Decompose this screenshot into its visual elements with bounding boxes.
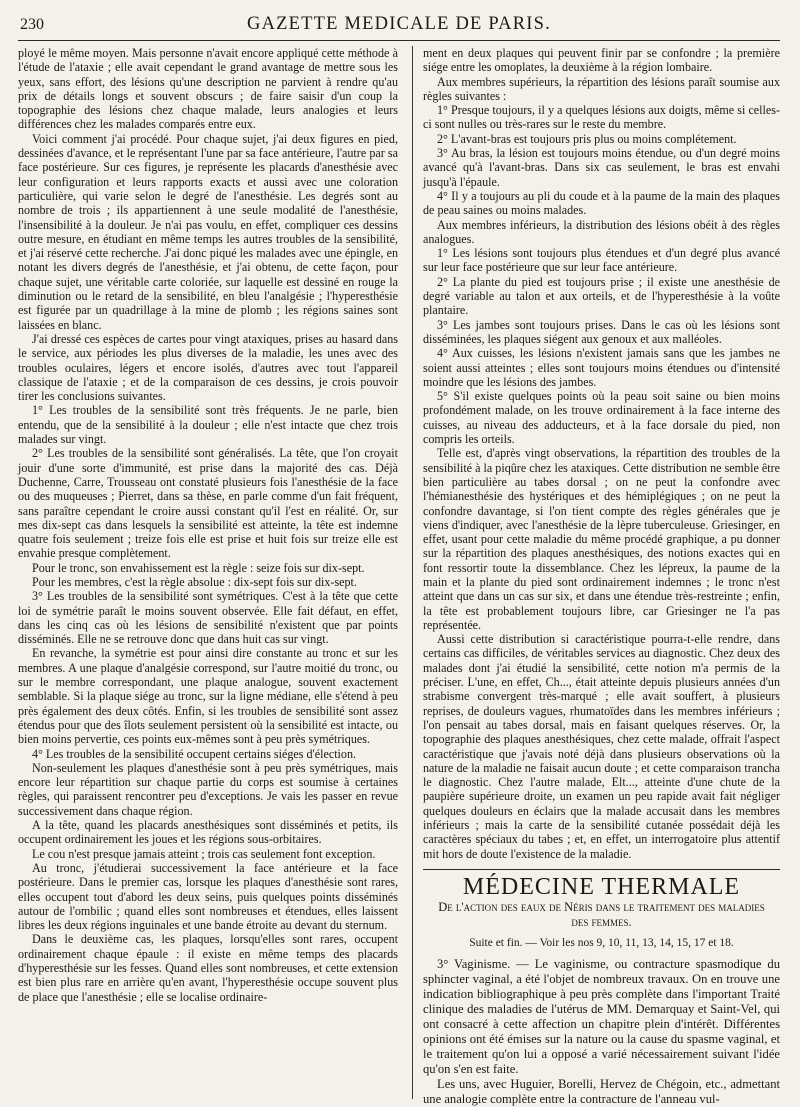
right-column: [419, 46, 780, 1106]
paragraph: 2° L'avant-bras est toujours pris plus ou moins complétement.: [437, 131, 737, 146]
left-column: [18, 46, 406, 1099]
journal-title: GAZETTE MEDICALE DE PARIS.: [247, 14, 551, 34]
section-body: [423, 957, 780, 1107]
paragraph: 4° Les troubles de la sensibilité occupent certains siéges d'élection.: [32, 746, 357, 761]
paragraph: 1° Les lésions sont toujours plus étendues et d'un degré plus avancé sur leur face postérieure que sur leur face antérieure.: [423, 246, 780, 275]
page-header: [18, 14, 780, 41]
article-columns: [18, 46, 780, 1106]
paragraph: 1° Presque toujours, il y a quelques lésions aux doigts, même si celles-ci sont nulles ou très-rares sur le reste du membre.: [423, 103, 780, 132]
paragraph: Voici comment j'ai procédé. Pour chaque sujet, j'ai deux figures en pied, dessinées d'avance, et le représentant l'une par sa face antérieure, l'autre par sa face postérieure. Sur ces figures, je représente les placards d'anesthésie avec leur configuration et leurs rapports exacts et aussi avec une coloration particulière, qui varie selon le degré de l'anesthésie. Les degrés sont au nombre de trois ; ils appartiennent à une seule modalité de l'anesthésie, l'insensibilité à la douleur. Je n'ai pas voulu, en effet, compliquer ces dessins outre mesure, en étudiant en même temps les autres troubles de la sensibilité, et j'ai réservé cette recherche. J'ai donc piqué les malades avec une épingle, en notant les divers degrés de l'anesthésie, et j'ai obtenu, de cette façon, pour chaque sujet, une véritable carte coloriée, sur laquelle est dessiné en rouge la diminution ou le retard de la sensibilité, en bleu l'analgésie ; l'hyperesthésie est figurée par un quadrillage à la mine de plomb ; les régions saines sont laissées en blanc.: [18, 131, 398, 332]
paragraph: 4° Aux cuisses, les lésions n'existent jamais sans que les jambes ne soient aussi atteintes ; elles sont toujours moins étendues ou d'intensité moindre que les lésions des jambes.: [423, 346, 780, 389]
paragraph: Telle est, d'après vingt observations, la répartition des troubles de la sensibilité à la piqûre chez les ataxiques. Cette distribution ne semble être bien particulière au tabes dorsal ; on ne peut la confondre avec l'hémianesthésie des hystériques et des hémiplégiques ; on ne peut la confondre davantage, si l'on tient compte des règles générales que je viens d'indiquer, avec l'anesthésie de la lèpre tuberculeuse. Griesinger, en effet, usant pour cette maladie du même procédé graphique, a pu donner sur la répartition des plaques anesthésiques, des notions exactes qui en font ressortir toute la dissemblance. Chez les lépreux, la paume de la main et la plante du pied sont ordinairement indemnes ; le tronc n'est atteint que dans un cas sur six, et dans une étendue très-restreinte ; enfin, la tête est probablement toujours libre, car Griesinger ne l'a pas représentée.: [423, 446, 780, 632]
paragraph: 3° Au bras, la lésion est toujours moins étendue, ou d'un degré moins avancé qu'à l'avant-bras. Dans six cas seulement, le bras est envahi jusqu'à l'épaule.: [423, 146, 780, 189]
paragraph: 2° La plante du pied est toujours prise ; il existe une anesthésie de degré variable au talon et aux orteils, et de l'hyperesthésie à la voûte plantaire.: [423, 274, 780, 318]
paragraph: En revanche, la symétrie est pour ainsi dire constante au tronc et sur les membres. A une plaque d'analgésie correspond, sur l'autre moitié du tronc, ou sur le membre correspondant, une plaque analogue, souvent exactement semblable. Si la plaque siége au tronc, sur la ligne médiane, elle s'étend à peu près également des deux côtés. Enfin, si les troubles de sensibilité sont assez étendus pour que des îlots seulement persistent où la sensibilité est intacte, ou bien moins pervertie, ces points eux-mêmes sont à peu près symétriques.: [18, 646, 398, 747]
paragraph: Les uns, avec Huguier, Borelli, Hervez de Chégoin, etc., admettant une analogie complète entre la contracture de l'anneau vul-: [423, 1076, 780, 1106]
paragraph: ployé le même moyen. Mais personne n'avait encore appliqué cette méthode à l'étude de l'ataxie ; elle avait cependant le grand avantage de mettre sous les yeux, sans effort, des lésions qu'une description ne parvient à rendre qu'au prix de détails longs et souvent obscurs ; de faire saisir d'un coup la topographie des lésions chez chaque malade, leurs analogies et leurs différences chez les malades comparés entre eux.: [18, 46, 398, 132]
paragraph: Au tronc, j'étudierai successivement la face antérieure et la face postérieure. Dans le premier cas, lorsque les plaques d'anesthésie sont rares, elles occupent tout d'abord les deux seins, puis quelques points disséminés autour de l'ombilic ; quand elles sont nombreuses et étendues, elles laissent libres les deux régions inguinales et une bande étroite au devant du sternum.: [18, 860, 398, 933]
paragraph: Pour les membres, c'est la règle absolue : dix-sept fois sur dix-sept.: [32, 574, 357, 589]
page-number: 230: [20, 16, 44, 33]
paragraph: Dans le deuxième cas, les plaques, lorsqu'elles sont rares, occupent ordinairement chaque épaule : il existe en même temps des placards d'hyperesthésie sur les fesses. Quand elles sont nombreuses, et cette extension est bien plus rare en arrière qu'en avant, l'hyperesthésie occupe souvent plus de place que l'anesthésie ; elle se localise ordinaire-: [18, 932, 398, 1004]
paragraph: 3° Les troubles de la sensibilité sont symétriques. C'est à la tête que cette loi de symétrie paraît le moins souvent observée. Elle fait défaut, en effet, dans les cinq cas où les lésions de sensibilité n'existent que par points disséminés. Elle ne se retrouve donc que dans huit cas sur vingt.: [18, 589, 398, 647]
paragraph: 1° Les troubles de la sensibilité sont très fréquents. Je ne parle, bien entendu, que de la sensibilité à la douleur ; elle n'est intacte que chez trois malades sur vingt.: [18, 403, 398, 447]
paragraph: 5° S'il existe quelques points où la peau soit saine ou bien moins profondément malade, on les trouve ordinairement à la face interne des cuisses, au niveau des adducteurs, et à la face dorsale du pied, non compris les orteils.: [423, 389, 780, 447]
paragraph: A la tête, quand les placards anesthésiques sont disséminés et petits, ils occupent ordinairement les joues et les régions sous-orbitaires.: [18, 818, 398, 847]
paragraph: 4° Il y a toujours au pli du coude et à la paume de la main des plaques de peau saines ou moins malades.: [423, 188, 780, 218]
column-divider: [412, 46, 413, 1099]
paragraph: ment en deux plaques qui peuvent finir par se confondre ; la première siége entre les omoplates, la deuxième à la région lombaire.: [423, 46, 780, 75]
paragraph: Aux membres supérieurs, la répartition des lésions paraît soumise aux règles suivantes :: [423, 74, 780, 103]
paragraph: Pour le tronc, son envahissement est la règle : seize fois sur dix-sept.: [32, 560, 365, 575]
section-title: MÉDECINE THERMALE: [462, 873, 741, 900]
paragraph: Aux membres inférieurs, la distribution des lésions obéit à des règles analogues.: [423, 217, 780, 246]
paragraph: 3° Vaginisme. — Le vaginisme, ou contracture spasmodique du sphincter vaginal, a été l'objet de nombreux travaux. On en trouve une indication bibliographique à peu près complète dans l'important Traité clinique des maladies de l'utérus de MM. Demarquay et Saint-Vel, qui ont consacré à cette affection un chapitre plein d'intérêt. Différentes opinions ont été émises sur la nature ou la cause du spasme vaginal, et le traitement qu'on lui a opposé a varié nécessairement suivant l'idée qu'on s'en est faite.: [423, 956, 780, 1076]
section-separator: [423, 869, 780, 870]
paragraph: Le cou n'est presque jamais atteint ; trois cas seulement font exception.: [32, 846, 376, 861]
paragraph: 2° Les troubles de la sensibilité sont généralisés. La tête, que l'on croyait jouir d'une sorte d'immunité, est prise dans la majorité des cas. Déjà Duchenne, Carre, Trousseau ont constaté plusieurs fois l'anesthésie de la face ou des muqueuses ; Pierret, dans sa thèse, en parle comme d'un fait fréquent, sans paraître cependant le croire aussi constant qu'il l'est en réalité. Or, sur mes dix-sept cas dans lesquels la sensibilité est atteinte, la tête est indemne quatre fois seulement ; treize fois elle est prise et huit fois sur treize elle est envahie presque complètement.: [18, 446, 398, 561]
continuation-note: Suite et fin. — Voir les nos 9, 10, 11, 13, 14, 15, 17 et 18.: [469, 937, 734, 950]
section-subtitle: De l'action des eaux de Néris dans le traitement des maladies des femmes.: [438, 900, 765, 930]
paragraph: Aussi cette distribution si caractéristique pourra-t-elle rendre, dans certains cas difficiles, de véritables services au diagnostic. Chez deux des malades dont j'ai étudié la sensibilité, cette notion m'a permis de la préciser. L'une, en effet, Ch..., était atteinte depuis plusieurs années d'un strabisme convergent très-marqué ; elle avait souffert, à plusieurs reprises, de douleurs vagues, rhumatoïdes dans les membres inférieurs ; l'on pensait au tabes dorsal, mais en faisant quelques réserves. Or, la topographie des plaques anesthésiques, chez cette malade, offrait l'aspect caractéristique que j'avais noté déjà dans plusieurs observations où la nature de la maladie ne faisait aucun doute ; et cette comparaison trancha le diagnostic. Chez l'autre malade, Elt..., atteinte d'une chute de la paupière supérieure droite, un examen un peu rapide avait fait négliger quelques douleurs en éclairs que la malade accusait dans les membres inférieurs ; mais la carte de la sensibilité cutanée possédait déjà les caractères spéciaux du tabes ; et, en effet, un interrogatoire plus attentif mit hors de doute l'existence de la maladie.: [423, 632, 780, 861]
paragraph: J'ai dressé ces espèces de cartes pour vingt ataxiques, prises au hasard dans le service, aux périodes les plus diverses de la maladie, les unes avec des troubles oculaires, légers et encore isolés, d'autres avec tout l'appareil classique de l'ataxie ; et de la comparaison de ces dessins, je crois pouvoir tirer les conclusions suivantes.: [18, 331, 398, 404]
paragraph: 3° Les jambes sont toujours prises. Dans le cas où les lésions sont disséminées, les plaques siégent aux genoux et aux malléoles.: [423, 317, 780, 346]
paragraph: Non-seulement les plaques d'anesthésie sont à peu près symétriques, mais encore leur répartition sur chaque partie du corps est soumise à certaines règles, qui paraissent rencontrer peu d'exceptions. Je vais les passer en revue successivement dans chaque région.: [18, 760, 398, 818]
